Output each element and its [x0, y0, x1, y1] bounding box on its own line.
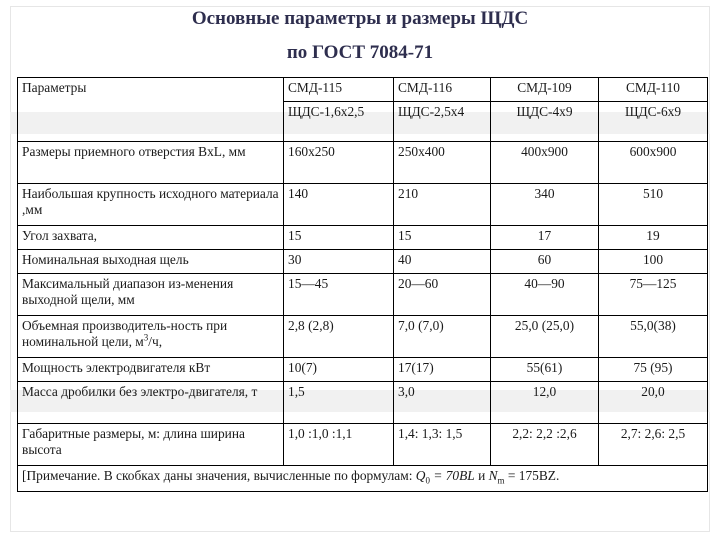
table-header-row — [18, 78, 708, 102]
value-cell: 210 — [394, 184, 491, 226]
value-cell: 15—45 — [284, 274, 394, 316]
table-row — [18, 250, 708, 274]
table-row — [18, 424, 708, 466]
param-label: Масса дробилки без электро-двигателя, т — [18, 382, 284, 424]
value-cell: 100 — [599, 250, 708, 274]
value-cell: 12,0 — [491, 382, 599, 424]
value-cell: 250х400 — [394, 142, 491, 184]
table-row — [18, 184, 708, 226]
value-cell: 1,5 — [284, 382, 394, 424]
param-label: Мощность электродвигателя кВт — [18, 358, 284, 382]
note-q-symbol: Q — [415, 468, 426, 483]
note-q-formula: = 70BL — [429, 468, 475, 483]
table-row — [18, 142, 708, 184]
header-size: ЩДС-6х9 — [599, 102, 708, 142]
value-cell: 2,2: 2,2 :2,6 — [491, 424, 599, 466]
page-subtitle: по ГОСТ 7084-71 — [286, 42, 434, 63]
header-size: ЩДС-1,6х2,5 — [284, 102, 394, 142]
table-row — [18, 382, 708, 424]
note-n-subscript: m — [497, 475, 505, 486]
value-cell: 2,8 (2,8) — [284, 316, 394, 358]
note-and: и — [474, 468, 489, 483]
value-cell: 25,0 (25,0) — [491, 316, 599, 358]
param-label — [18, 316, 284, 358]
value-cell: 1,4: 1,3: 1,5 — [394, 424, 491, 466]
table-row — [18, 274, 708, 316]
param-label: Максимальный диапазон из-менения выходной щели, мм — [18, 274, 284, 316]
param-label: Угол захвата, — [18, 226, 284, 250]
header-params-label: Параметры — [18, 78, 284, 142]
header-size: ЩДС-4х9 — [491, 102, 599, 142]
value-cell: 1,0 :1,0 :1,1 — [284, 424, 394, 466]
value-cell: 40—90 — [491, 274, 599, 316]
value-cell: 400х900 — [491, 142, 599, 184]
value-cell: 55(61) — [491, 358, 599, 382]
table-note-row — [18, 466, 708, 492]
value-cell: 10(7) — [284, 358, 394, 382]
value-cell: 55,0(38) — [599, 316, 708, 358]
param-label-unit: /ч, — [148, 334, 163, 349]
value-cell: 20—60 — [394, 274, 491, 316]
value-cell: 600х900 — [599, 142, 708, 184]
value-cell: 40 — [394, 250, 491, 274]
value-cell: 160х250 — [284, 142, 394, 184]
note-n-formula: = 175BZ. — [504, 468, 560, 483]
value-cell: 140 — [284, 184, 394, 226]
value-cell: 7,0 (7,0) — [394, 316, 491, 358]
value-cell: 340 — [491, 184, 599, 226]
value-cell: 2,7: 2,6: 2,5 — [599, 424, 708, 466]
param-label-text: Объемная производитель-ность при номинальной цели, м — [22, 318, 228, 349]
value-cell: 510 — [599, 184, 708, 226]
value-cell: 75—125 — [599, 274, 708, 316]
value-cell: 15 — [394, 226, 491, 250]
value-cell: 15 — [284, 226, 394, 250]
value-cell: 60 — [491, 250, 599, 274]
value-cell: 17 — [491, 226, 599, 250]
header-model: СМД-109 — [491, 78, 599, 102]
table-note — [18, 466, 708, 492]
header-model: СМД-110 — [599, 78, 708, 102]
note-text: [Примечание. В скобках даны значения, вычисленные по формулам: — [22, 468, 416, 483]
value-cell: 19 — [599, 226, 708, 250]
value-cell: 20,0 — [599, 382, 708, 424]
value-cell: 30 — [284, 250, 394, 274]
table-row — [18, 226, 708, 250]
header-model: СМД-115 — [284, 78, 394, 102]
header-size: ЩДС-2,5х4 — [394, 102, 491, 142]
param-label: Габаритные размеры, м: длина ширина высота — [18, 424, 284, 466]
note-n-symbol: N — [488, 468, 498, 483]
header-model: СМД-116 — [394, 78, 491, 102]
value-cell: 75 (95) — [599, 358, 708, 382]
table-row — [18, 358, 708, 382]
table-row — [18, 316, 708, 358]
value-cell: 17(17) — [394, 358, 491, 382]
value-cell: 3,0 — [394, 382, 491, 424]
param-label: Номинальная выходная щель — [18, 250, 284, 274]
note-q-subscript: 0 — [425, 475, 430, 486]
param-label: Наибольшая крупность исходного материала ,мм — [18, 184, 284, 226]
page-title: Основные параметры и размеры ЩДС — [191, 8, 529, 29]
parameters-table — [17, 77, 708, 492]
superscript-3: 3 — [143, 332, 149, 343]
param-label: Размеры приемного отверстия BxL, мм — [18, 142, 284, 184]
